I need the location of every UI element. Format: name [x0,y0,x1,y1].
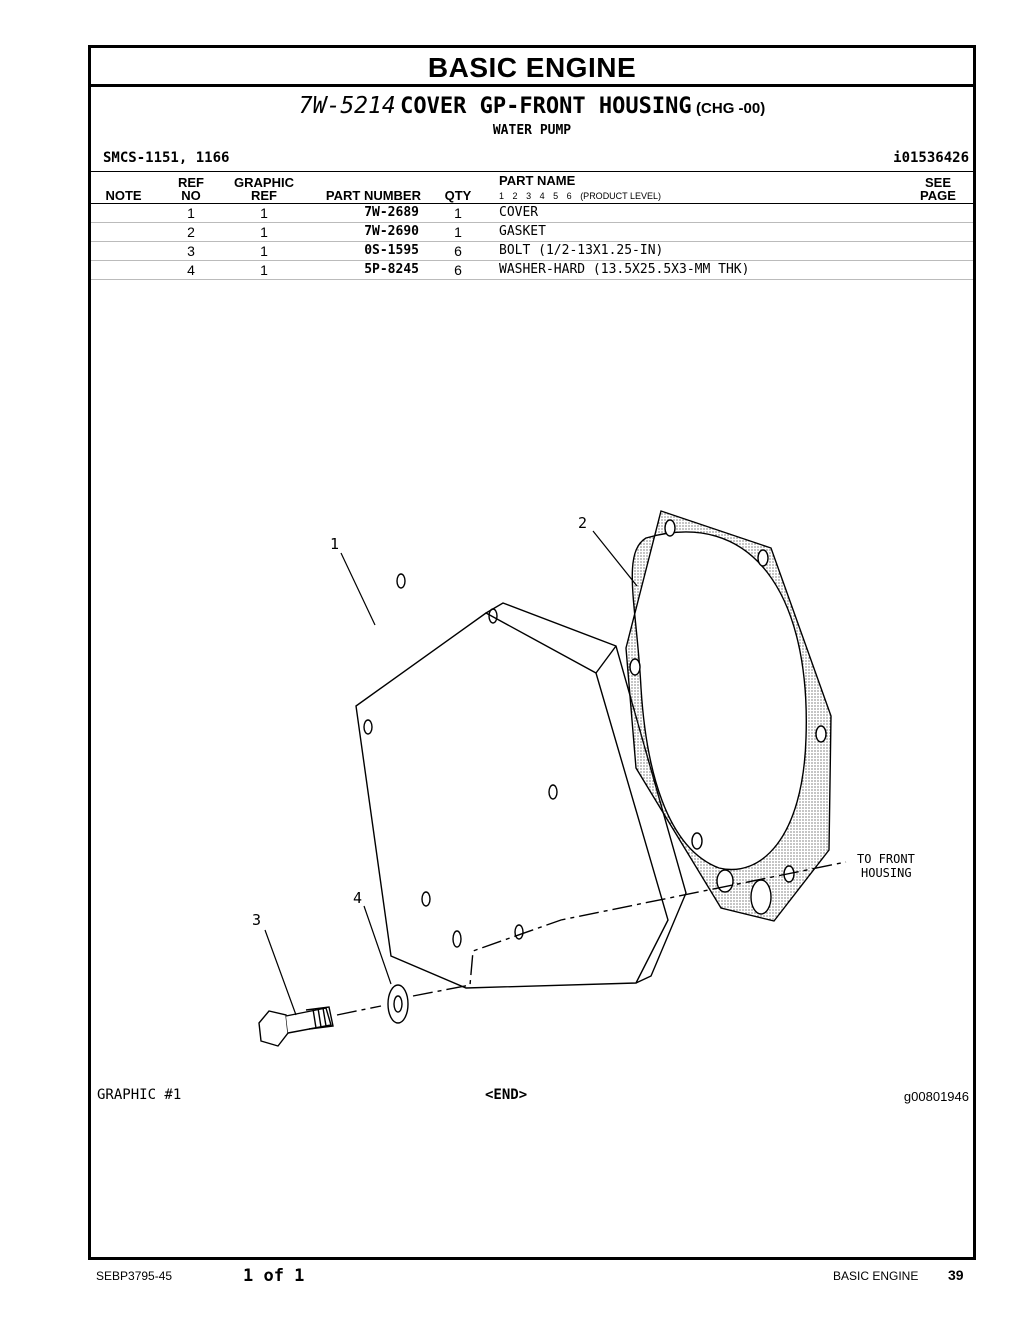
col-note: NOTE [105,188,142,203]
note-to-front: TO FRONT [857,852,915,866]
graphic-id: g00801946 [903,1089,969,1104]
smcs-codes: SMCS-1151, 1166 [103,150,230,166]
washer-drawing [388,985,408,1023]
col-graphic-top: GRAPHIC [234,175,294,190]
col-see-bottom: PAGE [920,188,956,203]
col-part-name: PART NAME [499,173,576,188]
footer-doc-id: SEBP3795-45 [96,1269,173,1283]
footer-page-of: 1 of 1 [243,1266,305,1286]
table-row: 1 1 7W-2689 1 COVER [91,204,973,223]
footer-page-number: 39 [948,1267,964,1283]
graphic-label: GRAPHIC #1 [97,1087,182,1103]
col-ref-top: REF [178,175,204,190]
callout-1: 1 [330,535,340,553]
table-row: 3 1 0S-1595 6 BOLT (1/2-13X1.25-IN) [91,242,973,261]
col-see-top: SEE [924,175,951,190]
exploded-view-illustration [91,48,973,1257]
page-frame [88,45,976,1260]
illustration-id: i01536426 [893,150,969,166]
group-name: COVER GP-FRONT HOUSING [400,94,692,119]
col-ref-bottom: NO [181,188,201,203]
footer-section: BASIC ENGINE [833,1269,919,1283]
callout-4: 4 [353,889,363,907]
bolt-drawing [259,1007,333,1046]
callout-3: 3 [252,911,262,929]
section-banner: BASIC ENGINE [91,48,973,87]
table-row: 4 1 5P-8245 6 WASHER-HARD (13.5X25.5X3-MM THK) [91,261,973,280]
col-graphic-bottom: REF [251,188,277,203]
group-subtitle: WATER PUMP [492,123,572,138]
callout-2: 2 [578,514,588,532]
col-part-number: PART NUMBER [325,188,421,203]
end-marker: <END> [485,1087,528,1103]
table-row: 2 1 7W-2690 1 GASKET [91,223,973,242]
product-levels: 1 2 3 4 5 6 (PRODUCT LEVEL) [499,191,662,201]
col-qty: QTY [444,188,472,203]
gasket-drawing [626,511,831,921]
change-level: (CHG -00) [696,100,766,117]
group-part-number: 7W-5214 [298,93,396,119]
note-housing: HOUSING [861,866,912,880]
